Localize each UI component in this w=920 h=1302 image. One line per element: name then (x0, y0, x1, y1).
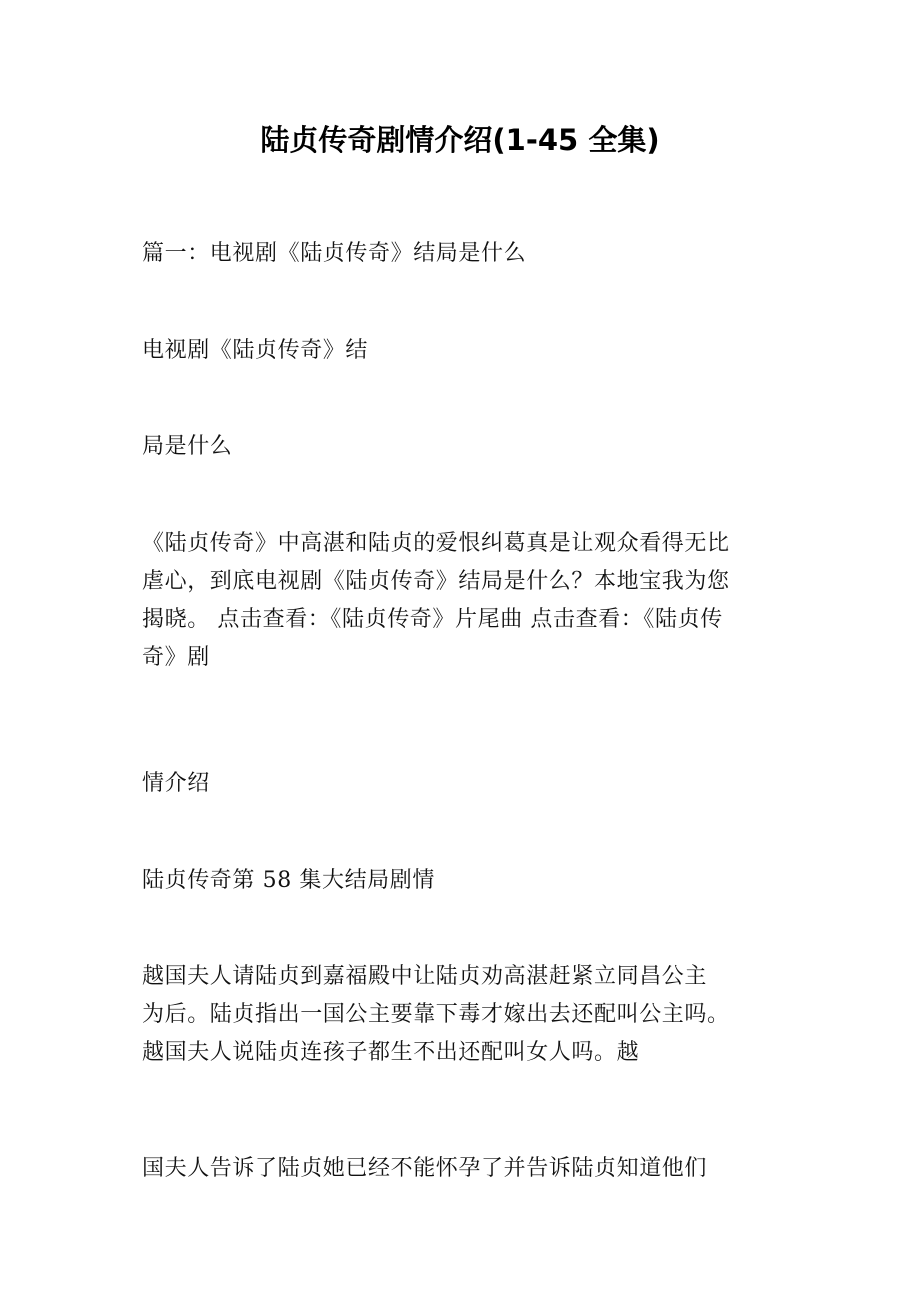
paragraph-heading-part-one (142, 235, 792, 273)
text-line: 情介绍 (142, 771, 210, 796)
text-line: 越国夫人说陆贞连孩子都生不出还配叫女人吗。越 (142, 1040, 640, 1065)
paragraph-plot (142, 958, 792, 1072)
document-title: 陆贞传奇剧情介绍(1-45 全集) (260, 123, 660, 157)
text-line: 《陆贞传奇》中高湛和陆贞的爱恨纠葛真是让观众看得无比 (142, 531, 730, 556)
paragraph-intro (142, 525, 792, 677)
text-line: 揭晓。 点击查看：《陆贞传奇》片尾曲 点击查看：《陆贞传 (142, 607, 723, 632)
paragraph (142, 332, 792, 370)
paragraph (142, 765, 792, 803)
text-line: 电视剧《陆贞传奇》结 (142, 338, 369, 363)
paragraph (142, 428, 792, 466)
text-line: 局是什么 (142, 434, 233, 459)
text-line: 奇》剧 (142, 645, 210, 670)
paragraph-subheading (142, 862, 792, 900)
paragraph-plot-continued (142, 1150, 792, 1188)
text-line: 篇一：电视剧《陆贞传奇》结局是什么 (142, 241, 527, 266)
text-line: 为后。陆贞指出一国公主要靠下毒才嫁出去还配叫公主吗。 (142, 1002, 730, 1027)
text-line: 国夫人告诉了陆贞她已经不能怀孕了并告诉陆贞知道他们 (142, 1156, 708, 1181)
text-line: 越国夫人请陆贞到嘉福殿中让陆贞劝高湛赶紧立同昌公主 (142, 964, 708, 989)
text-line: 虐心，到底电视剧《陆贞传奇》结局是什么？本地宝我为您 (142, 569, 730, 594)
text-line: 陆贞传奇第 58 集大结局剧情 (142, 868, 435, 893)
